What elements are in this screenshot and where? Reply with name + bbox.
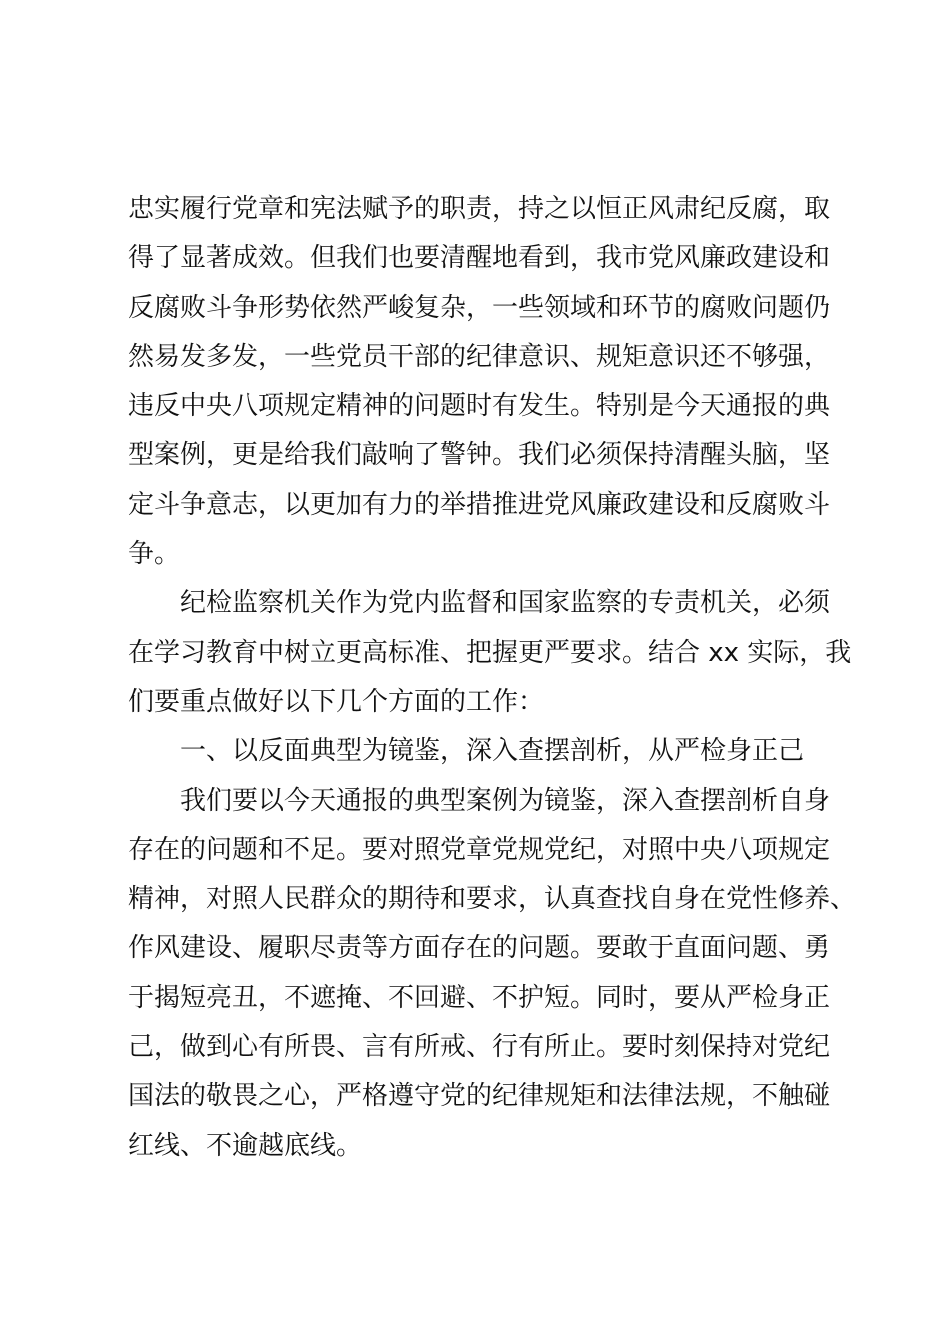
document-body (128, 185, 857, 1171)
text-line: 存在的问题和不足。要对照党章党规党纪，对照中央八项规定 (128, 834, 831, 865)
text-line: 作风建设、履职尽责等方面存在的问题。要敢于直面问题、勇 (128, 933, 831, 964)
paragraph-3 (128, 777, 857, 1171)
text-line: 型案例，更是给我们敲响了警钟。我们必须保持清醒头脑，坚 (128, 440, 831, 471)
text-line: 红线、不逾越底线。 (128, 1130, 363, 1161)
text-line: 己，做到心有所畏、言有所戒、行有所止。要时刻保持对党纪 (128, 1032, 831, 1063)
text-line: 违反中央八项规定精神的问题时有发生。特别是今天通报的典 (128, 391, 831, 422)
section-heading-1 (128, 727, 833, 776)
text-line: 争。 (128, 539, 181, 570)
text-line: 纪检监察机关作为党内监督和国家监察的专责机关，必须 (180, 588, 831, 619)
heading-text: 一、以反面典型为镜鉴，深入查摆剖析，从严检身正己 (180, 736, 805, 767)
text-line: 国法的敬畏之心，严格遵守党的纪律规矩和法律法规，不触碰 (128, 1081, 831, 1112)
text-line: 然易发多发，一些党员干部的纪律意识、规矩意识还不够强， (128, 341, 831, 372)
text-line: 反腐败斗争形势依然严峻复杂，一些领域和环节的腐败问题仍 (128, 292, 831, 323)
text-line: 在学习教育中树立更高标准、把握更严要求。结合 xx 实际，我 (128, 637, 852, 668)
text-line: 们要重点做好以下几个方面的工作： (128, 686, 545, 717)
paragraph-1 (128, 185, 833, 579)
text-line: 定斗争意志，以更加有力的举措推进党风廉政建设和反腐败斗 (128, 489, 831, 520)
text-line: 于揭短亮丑，不遮掩、不回避、不护短。同时，要从严检身正 (128, 982, 831, 1013)
text-line: 忠实履行党章和宪法赋予的职责，持之以恒正风肃纪反腐，取 (128, 194, 831, 224)
text-line: 我们要以今天通报的典型案例为镜鉴，深入查摆剖析自身 (180, 785, 831, 816)
paragraph-2 (128, 579, 852, 727)
text-line: 精神，对照人民群众的期待和要求，认真查找自身在党性修养、 (128, 884, 857, 915)
text-line: 得了显著成效。但我们也要清醒地看到，我市党风廉政建设和 (128, 243, 831, 274)
